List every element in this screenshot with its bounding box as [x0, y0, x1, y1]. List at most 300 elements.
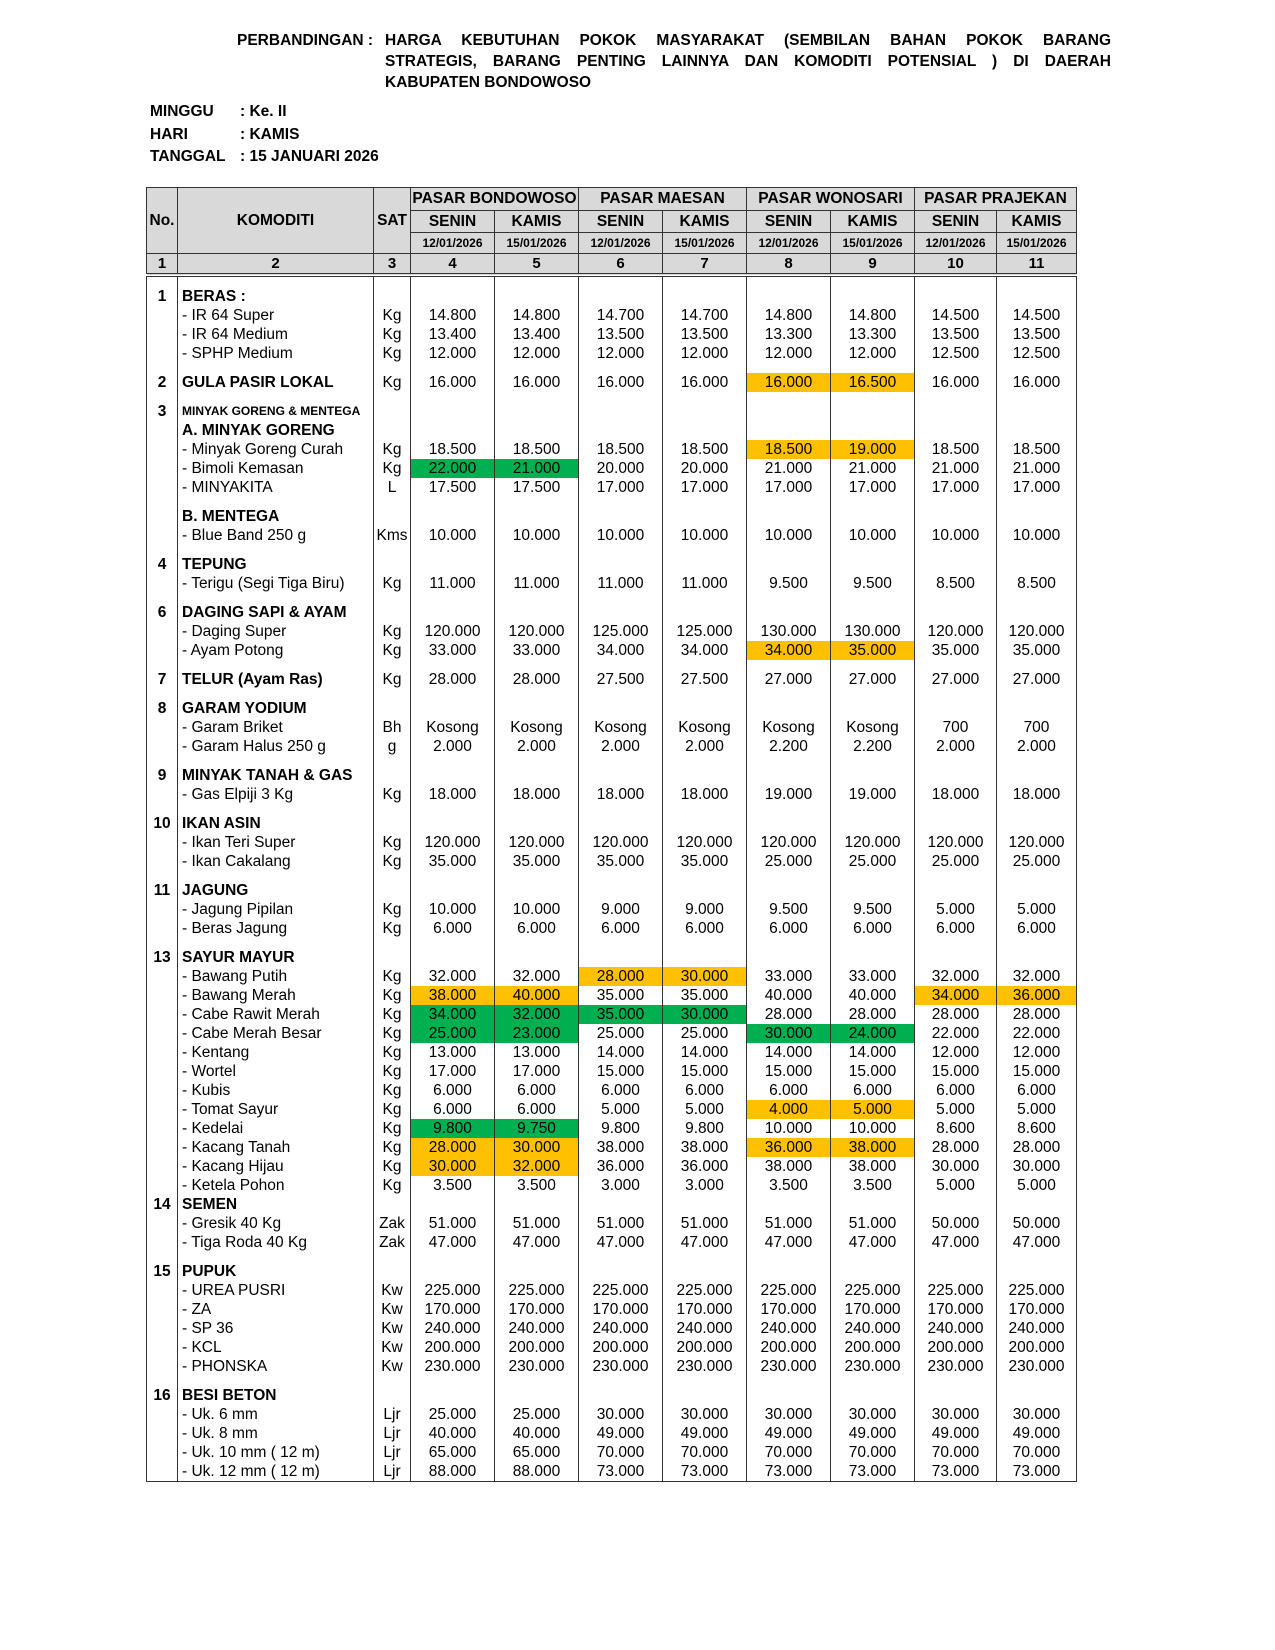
price-cell: 130.000: [747, 622, 831, 641]
price-cell: 27.000: [997, 670, 1077, 689]
spacer-cell: [663, 689, 747, 699]
price-cell: 15.000: [663, 1062, 747, 1081]
price-cell: 22.000: [915, 1024, 997, 1043]
spacer-cell: [831, 593, 915, 603]
spacer-cell: [495, 660, 579, 670]
price-cell: 225.000: [997, 1281, 1077, 1300]
commodity-name: - Bawang Putih: [178, 967, 374, 986]
unit-cell: Kg: [374, 1176, 411, 1195]
commodity-name: - Bimoli Kemasan: [178, 459, 374, 478]
price-cell: 3.500: [495, 1176, 579, 1195]
commodity-name: - Kentang: [178, 1043, 374, 1062]
spacer-cell: [579, 545, 663, 555]
price-cell: 30.000: [997, 1405, 1077, 1424]
spacer-cell: [579, 804, 663, 814]
price-cell: 28.000: [915, 1005, 997, 1024]
unit-cell: [374, 421, 411, 440]
price-cell: [663, 287, 747, 306]
price-cell: [747, 1386, 831, 1405]
spacer-cell: [663, 497, 747, 507]
spacer-cell: [747, 1376, 831, 1386]
unit-cell: Kg: [374, 900, 411, 919]
price-cell: 5.000: [915, 900, 997, 919]
price-cell: 18.500: [915, 440, 997, 459]
header-date: 12/01/2026: [915, 233, 997, 254]
spacer-cell: [663, 545, 747, 555]
price-cell: 225.000: [579, 1281, 663, 1300]
price-cell: 10.000: [831, 1119, 915, 1138]
price-cell: 21.000: [831, 459, 915, 478]
spacer-cell: [178, 363, 374, 373]
spacer-cell: [147, 756, 178, 766]
spacer-cell: [411, 593, 495, 603]
spacer-cell: [747, 660, 831, 670]
price-cell: [579, 421, 663, 440]
commodity-row: [147, 1462, 1077, 1482]
price-cell: [915, 555, 997, 574]
unit-cell: Kg: [374, 373, 411, 392]
row-number: 14: [147, 1195, 178, 1214]
row-number: 2: [147, 373, 178, 392]
price-cell: 35.000: [663, 986, 747, 1005]
price-cell: 25.000: [663, 1024, 747, 1043]
price-cell: 38.000: [747, 1157, 831, 1176]
price-cell: 18.500: [495, 440, 579, 459]
price-cell: 12.000: [495, 344, 579, 363]
spacer-row: [147, 593, 1077, 603]
row-number: [147, 306, 178, 325]
price-cell: 4.000: [747, 1100, 831, 1119]
price-cell: [663, 402, 747, 421]
unit-cell: Kg: [374, 622, 411, 641]
price-cell: 5.000: [663, 1100, 747, 1119]
spacer-cell: [663, 756, 747, 766]
header-title-line-1: HARGA KEBUTUHAN POKOK MASYARAKAT (SEMBILAN BAHAN POKOK BARANG: [385, 32, 1111, 49]
unit-cell: Kw: [374, 1281, 411, 1300]
price-cell: [997, 1386, 1077, 1405]
price-cell: 28.000: [411, 1138, 495, 1157]
spacer-cell: [663, 938, 747, 948]
price-cell: 28.000: [831, 1005, 915, 1024]
header-day-kamis: KAMIS: [997, 211, 1077, 233]
group-name: GARAM YODIUM: [178, 699, 374, 718]
price-cell: 6.000: [411, 1100, 495, 1119]
group-name: B. MENTEGA: [178, 507, 374, 526]
row-number: 15: [147, 1262, 178, 1281]
price-cell: [747, 555, 831, 574]
price-cell: 30.000: [915, 1405, 997, 1424]
meta-hari-value: : KAMIS: [240, 125, 300, 143]
commodity-row: [147, 919, 1077, 938]
price-cell: [411, 1195, 495, 1214]
spacer-cell: [915, 497, 997, 507]
commodity-name: TELUR (Ayam Ras): [178, 670, 374, 689]
price-cell: 17.000: [831, 478, 915, 497]
price-cell: [915, 507, 997, 526]
price-cell: 240.000: [997, 1319, 1077, 1338]
commodity-row: [147, 440, 1077, 459]
price-cell: [663, 814, 747, 833]
price-cell: 38.000: [663, 1138, 747, 1157]
spacer-row: [147, 1376, 1077, 1386]
group-row: [147, 555, 1077, 574]
header-sat: SAT: [374, 188, 411, 254]
unit-cell: Kms: [374, 526, 411, 545]
price-cell: 32.000: [997, 967, 1077, 986]
price-cell: 20.000: [663, 459, 747, 478]
price-cell: 16.000: [997, 373, 1077, 392]
header-column-number: 1: [147, 254, 178, 276]
spacer-cell: [663, 804, 747, 814]
spacer-cell: [374, 1376, 411, 1386]
spacer-cell: [663, 392, 747, 402]
price-cell: 9.500: [831, 574, 915, 593]
price-cell: 28.000: [579, 967, 663, 986]
unit-cell: Kg: [374, 1100, 411, 1119]
header-column-number: 4: [411, 254, 495, 276]
price-cell: [747, 287, 831, 306]
price-cell: 12.000: [915, 1043, 997, 1062]
price-cell: 21.000: [747, 459, 831, 478]
spacer-cell: [747, 497, 831, 507]
price-cell: [579, 402, 663, 421]
price-cell: [663, 766, 747, 785]
header-day-senin: SENIN: [915, 211, 997, 233]
price-cell: 13.000: [411, 1043, 495, 1062]
spacer-cell: [374, 804, 411, 814]
price-cell: 15.000: [997, 1062, 1077, 1081]
price-cell: [747, 421, 831, 440]
price-cell: 230.000: [747, 1357, 831, 1376]
price-cell: 6.000: [663, 1081, 747, 1100]
price-cell: [663, 948, 747, 967]
price-cell: [747, 603, 831, 622]
price-cell: 47.000: [663, 1233, 747, 1252]
unit-cell: Kg: [374, 641, 411, 660]
group-row: [147, 287, 1077, 306]
price-cell: 70.000: [831, 1443, 915, 1462]
price-cell: 49.000: [831, 1424, 915, 1443]
commodity-row: [147, 1424, 1077, 1443]
price-cell: 40.000: [831, 986, 915, 1005]
price-cell: 25.000: [411, 1405, 495, 1424]
price-cell: 10.000: [915, 526, 997, 545]
commodity-row: [147, 1405, 1077, 1424]
price-cell: 9.500: [831, 900, 915, 919]
commodity-name: - Cabe Merah Besar: [178, 1024, 374, 1043]
commodity-row: [147, 574, 1077, 593]
price-cell: [997, 287, 1077, 306]
price-cell: 38.000: [579, 1138, 663, 1157]
unit-cell: [374, 402, 411, 421]
spacer-cell: [663, 275, 747, 287]
price-cell: 5.000: [915, 1100, 997, 1119]
price-cell: 13.500: [997, 325, 1077, 344]
price-cell: 5.000: [997, 1100, 1077, 1119]
spacer-cell: [178, 871, 374, 881]
price-cell: [915, 287, 997, 306]
price-cell: 17.000: [997, 478, 1077, 497]
price-cell: 22.000: [997, 1024, 1077, 1043]
price-cell: 120.000: [663, 833, 747, 852]
price-cell: 16.000: [915, 373, 997, 392]
spacer-cell: [663, 363, 747, 373]
spacer-row: [147, 363, 1077, 373]
commodity-row: [147, 967, 1077, 986]
price-cell: 6.000: [747, 919, 831, 938]
price-cell: 225.000: [915, 1281, 997, 1300]
spacer-cell: [147, 804, 178, 814]
spacer-cell: [495, 689, 579, 699]
spacer-cell: [147, 392, 178, 402]
price-cell: 10.000: [747, 526, 831, 545]
unit-cell: Kg: [374, 967, 411, 986]
price-cell: [997, 881, 1077, 900]
price-cell: 10.000: [747, 1119, 831, 1138]
price-cell: 240.000: [579, 1319, 663, 1338]
price-cell: 125.000: [579, 622, 663, 641]
price-cell: 10.000: [579, 526, 663, 545]
price-cell: 230.000: [579, 1357, 663, 1376]
price-cell: Kosong: [495, 718, 579, 737]
unit-cell: Kg: [374, 1081, 411, 1100]
price-cell: 6.000: [495, 1081, 579, 1100]
row-number: [147, 641, 178, 660]
price-cell: 13.500: [915, 325, 997, 344]
price-cell: [997, 766, 1077, 785]
price-cell: 49.000: [579, 1424, 663, 1443]
price-cell: [495, 287, 579, 306]
price-cell: 230.000: [997, 1357, 1077, 1376]
spacer-cell: [997, 392, 1077, 402]
header-title: [385, 30, 1111, 93]
commodity-row: [147, 986, 1077, 1005]
header-column-numbers-row: [147, 254, 1077, 276]
commodity-name: - Uk. 12 mm ( 12 m): [178, 1462, 374, 1482]
row-number: [147, 900, 178, 919]
spacer-cell: [178, 1376, 374, 1386]
price-cell: 18.000: [997, 785, 1077, 804]
price-cell: 11.000: [495, 574, 579, 593]
price-cell: 34.000: [663, 641, 747, 660]
price-cell: 73.000: [831, 1462, 915, 1482]
spacer-cell: [997, 804, 1077, 814]
header-column-number: 2: [178, 254, 374, 276]
price-cell: 70.000: [997, 1443, 1077, 1462]
spacer-cell: [579, 497, 663, 507]
price-cell: 25.000: [831, 852, 915, 871]
group-row: [147, 699, 1077, 718]
price-cell: [579, 1262, 663, 1281]
price-cell: [495, 555, 579, 574]
commodity-row: [147, 1157, 1077, 1176]
price-cell: [411, 402, 495, 421]
price-cell: 2.000: [997, 737, 1077, 756]
spacer-cell: [831, 756, 915, 766]
row-number: [147, 1100, 178, 1119]
spacer-cell: [747, 545, 831, 555]
commodity-name: - Ayam Potong: [178, 641, 374, 660]
price-cell: 40.000: [495, 986, 579, 1005]
commodity-name: - Kacang Hijau: [178, 1157, 374, 1176]
spacer-cell: [495, 497, 579, 507]
header-column-number: 7: [663, 254, 747, 276]
price-cell: 9.500: [747, 574, 831, 593]
commodity-name: - Uk. 6 mm: [178, 1405, 374, 1424]
price-cell: [579, 603, 663, 622]
price-cell: 120.000: [997, 833, 1077, 852]
price-cell: 200.000: [579, 1338, 663, 1357]
row-number: [147, 1233, 178, 1252]
unit-cell: Kg: [374, 306, 411, 325]
price-cell: 120.000: [495, 622, 579, 641]
spacer-cell: [495, 363, 579, 373]
spacer-cell: [178, 689, 374, 699]
commodity-row: [147, 1281, 1077, 1300]
commodity-row: [147, 1138, 1077, 1157]
price-cell: 230.000: [915, 1357, 997, 1376]
price-cell: 12.000: [831, 344, 915, 363]
row-number: [147, 1300, 178, 1319]
spacer-cell: [663, 871, 747, 881]
price-cell: 49.000: [747, 1424, 831, 1443]
price-cell: 5.000: [915, 1176, 997, 1195]
commodity-row: [147, 1043, 1077, 1062]
price-cell: 16.000: [747, 373, 831, 392]
row-number: [147, 478, 178, 497]
price-cell: 230.000: [495, 1357, 579, 1376]
price-cell: 170.000: [411, 1300, 495, 1319]
price-cell: [831, 421, 915, 440]
price-cell: [663, 555, 747, 574]
group-row: [147, 948, 1077, 967]
price-cell: [411, 766, 495, 785]
price-cell: 23.000: [495, 1024, 579, 1043]
price-cell: 10.000: [495, 900, 579, 919]
price-cell: 230.000: [411, 1357, 495, 1376]
price-cell: 65.000: [411, 1443, 495, 1462]
price-cell: [747, 948, 831, 967]
spacer-cell: [747, 938, 831, 948]
price-cell: [997, 421, 1077, 440]
row-number: [147, 1443, 178, 1462]
group-name: MINYAK TANAH & GAS: [178, 766, 374, 785]
price-cell: 13.400: [495, 325, 579, 344]
commodity-name: - Blue Band 250 g: [178, 526, 374, 545]
header-column-number: 9: [831, 254, 915, 276]
price-cell: 120.000: [495, 833, 579, 852]
meta-tanggal: [150, 146, 379, 169]
price-cell: 240.000: [663, 1319, 747, 1338]
price-cell: [411, 1262, 495, 1281]
price-cell: 35.000: [663, 852, 747, 871]
meta-tanggal-value: : 15 JANUARI 2026: [240, 148, 379, 165]
commodity-row: [147, 1100, 1077, 1119]
price-cell: 230.000: [831, 1357, 915, 1376]
price-cell: 10.000: [663, 526, 747, 545]
spacer-cell: [997, 593, 1077, 603]
spacer-cell: [411, 689, 495, 699]
report-meta: [150, 101, 379, 169]
price-cell: 35.000: [579, 1005, 663, 1024]
price-cell: 240.000: [411, 1319, 495, 1338]
price-cell: 6.000: [915, 1081, 997, 1100]
spacer-cell: [663, 593, 747, 603]
price-cell: 10.000: [411, 900, 495, 919]
price-cell: [411, 699, 495, 718]
unit-cell: Kg: [374, 1157, 411, 1176]
header-market-prajekan: PASAR PRAJEKAN: [915, 188, 1077, 211]
price-cell: 170.000: [997, 1300, 1077, 1319]
price-cell: 73.000: [663, 1462, 747, 1482]
price-cell: 30.000: [663, 1005, 747, 1024]
row-number: 8: [147, 699, 178, 718]
price-cell: 17.000: [915, 478, 997, 497]
price-cell: [495, 1195, 579, 1214]
row-number: [147, 1062, 178, 1081]
group-name: JAGUNG: [178, 881, 374, 900]
spacer-cell: [915, 1252, 997, 1262]
price-cell: 6.000: [579, 919, 663, 938]
unit-cell: Ljr: [374, 1424, 411, 1443]
unit-cell: [374, 555, 411, 574]
price-cell: [747, 507, 831, 526]
spacer-cell: [495, 1376, 579, 1386]
spacer-cell: [915, 938, 997, 948]
price-cell: 14.800: [831, 306, 915, 325]
price-cell: [997, 948, 1077, 967]
price-cell: 27.500: [663, 670, 747, 689]
row-number: [147, 986, 178, 1005]
price-cell: 32.000: [495, 1157, 579, 1176]
commodity-name: - UREA PUSRI: [178, 1281, 374, 1300]
price-cell: 36.000: [663, 1157, 747, 1176]
price-cell: 12.000: [663, 344, 747, 363]
price-cell: [579, 287, 663, 306]
price-cell: [747, 766, 831, 785]
price-cell: 25.000: [579, 1024, 663, 1043]
price-cell: [579, 1195, 663, 1214]
header-column-number: 8: [747, 254, 831, 276]
unit-cell: Ljr: [374, 1462, 411, 1482]
price-cell: 32.000: [411, 967, 495, 986]
price-cell: 36.000: [747, 1138, 831, 1157]
spacer-cell: [747, 804, 831, 814]
spacer-cell: [579, 1376, 663, 1386]
spacer-cell: [178, 660, 374, 670]
spacer-cell: [579, 871, 663, 881]
price-cell: [495, 1262, 579, 1281]
spacer-cell: [831, 660, 915, 670]
price-cell: 170.000: [579, 1300, 663, 1319]
price-cell: Kosong: [663, 718, 747, 737]
price-cell: [495, 1386, 579, 1405]
price-cell: 225.000: [663, 1281, 747, 1300]
price-cell: [663, 881, 747, 900]
price-cell: 170.000: [495, 1300, 579, 1319]
spacer-cell: [831, 275, 915, 287]
unit-cell: [374, 1386, 411, 1405]
spacer-cell: [374, 938, 411, 948]
price-cell: 9.800: [663, 1119, 747, 1138]
price-cell: 14.800: [747, 306, 831, 325]
header-date: 15/01/2026: [663, 233, 747, 254]
price-cell: 9.500: [747, 900, 831, 919]
price-cell: 18.000: [579, 785, 663, 804]
header-market-wonosari: PASAR WONOSARI: [747, 188, 915, 211]
price-cell: 18.000: [411, 785, 495, 804]
price-cell: 34.000: [747, 641, 831, 660]
